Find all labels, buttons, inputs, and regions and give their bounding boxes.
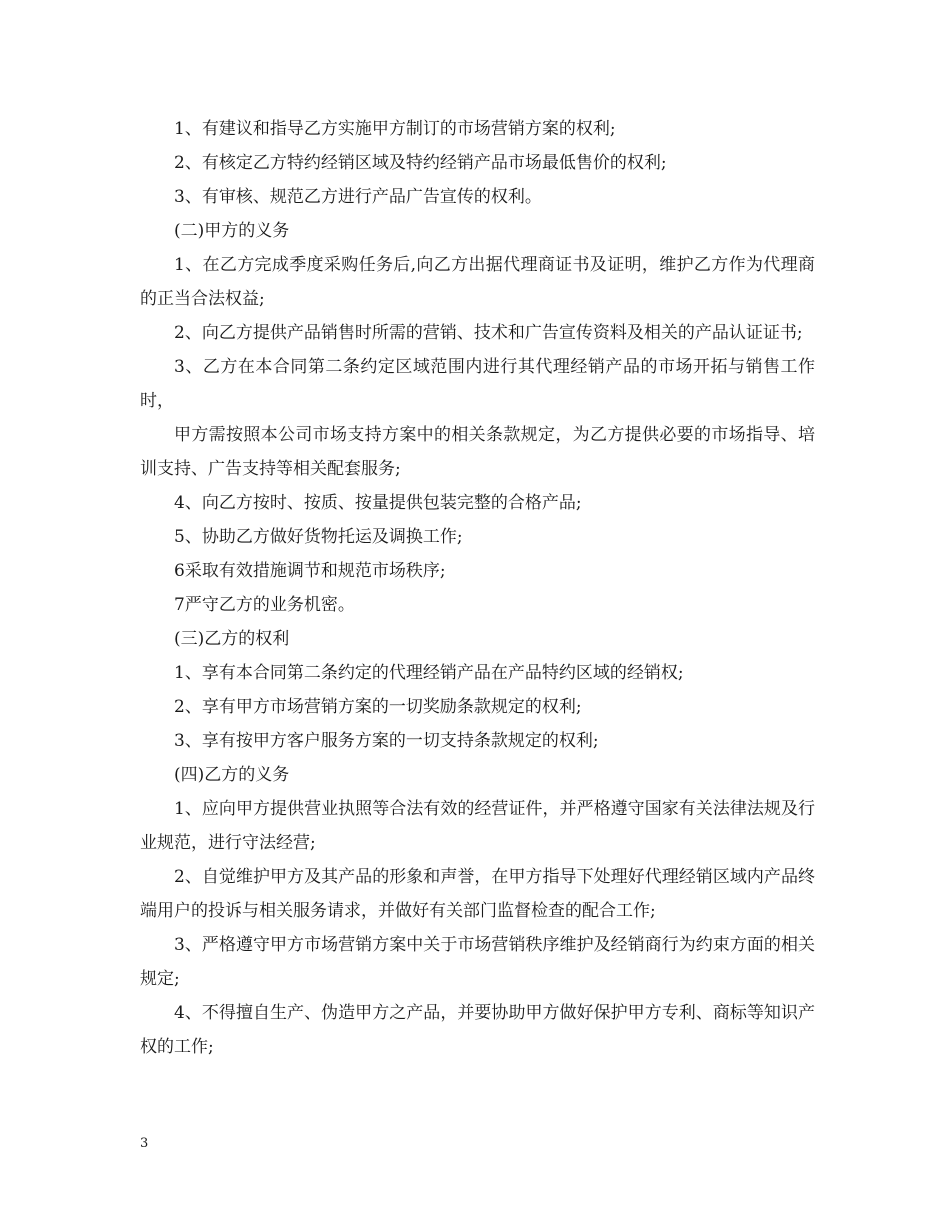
paragraph: 3、享有按甲方客户服务方案的一切支持条款规定的权利; xyxy=(174,731,599,751)
paragraph: 2、有核定乙方特约经销区域及特约经销产品市场最低售价的权利; xyxy=(174,153,667,173)
paragraph: 7严守乙方的业务机密。 xyxy=(174,595,355,615)
page-number: 3 xyxy=(140,1136,149,1151)
paragraph: 甲方需按照本公司市场支持方案中的相关条款规定，为乙方提供必要的市场指导、培训支持、广告支持等相关配套服务; xyxy=(140,425,815,479)
paragraph: 2、自觉维护甲方及其产品的形象和声誉，在甲方指导下处理好代理经销区域内产品终端用户的投诉与相关服务请求，并做好有关部门监督检查的配合工作; xyxy=(140,867,815,921)
paragraph: 1、在乙方完成季度采购任务后,向乙方出据代理商证书及证明，维护乙方作为代理商的正当合法权益; xyxy=(140,255,815,309)
paragraph: 4、不得擅自生产、伪造甲方之产品，并要协助甲方做好保护甲方专利、商标等知识产权的工作; xyxy=(140,1003,815,1057)
paragraph: 3、有审核、规范乙方进行产品广告宣传的权利。 xyxy=(174,187,542,207)
paragraph: 2、享有甲方市场营销方案的一切奖励条款规定的权利; xyxy=(174,697,582,717)
document-body xyxy=(140,112,815,1064)
paragraph: 4、向乙方按时、按质、按量提供包装完整的合格产品; xyxy=(174,493,582,513)
paragraph: 3、严格遵守甲方市场营销方案中关于市场营销秩序维护及经销商行为约束方面的相关规定; xyxy=(140,935,815,989)
paragraph: 5、协助乙方做好货物托运及调换工作; xyxy=(174,527,463,547)
paragraph: 6采取有效措施调节和规范市场秩序; xyxy=(174,561,446,581)
section-heading: (二)甲方的义务 xyxy=(174,221,290,241)
paragraph: 1、享有本合同第二条约定的代理经销产品在产品特约区域的经销权; xyxy=(174,663,684,683)
paragraph: 3、乙方在本合同第二条约定区域范围内进行其代理经销产品的市场开拓与销售工作时， xyxy=(140,357,815,411)
paragraph: 2、向乙方提供产品销售时所需的营销、技术和广告宣传资料及相关的产品认证证书; xyxy=(174,323,803,343)
paragraph: 1、应向甲方提供营业执照等合法有效的经营证件，并严格遵守国家有关法律法规及行业规范，进行守法经营; xyxy=(140,799,815,853)
section-heading: (四)乙方的义务 xyxy=(174,765,290,785)
paragraph: 1、有建议和指导乙方实施甲方制订的市场营销方案的权利; xyxy=(174,119,616,139)
section-heading: (三)乙方的权利 xyxy=(174,629,290,649)
